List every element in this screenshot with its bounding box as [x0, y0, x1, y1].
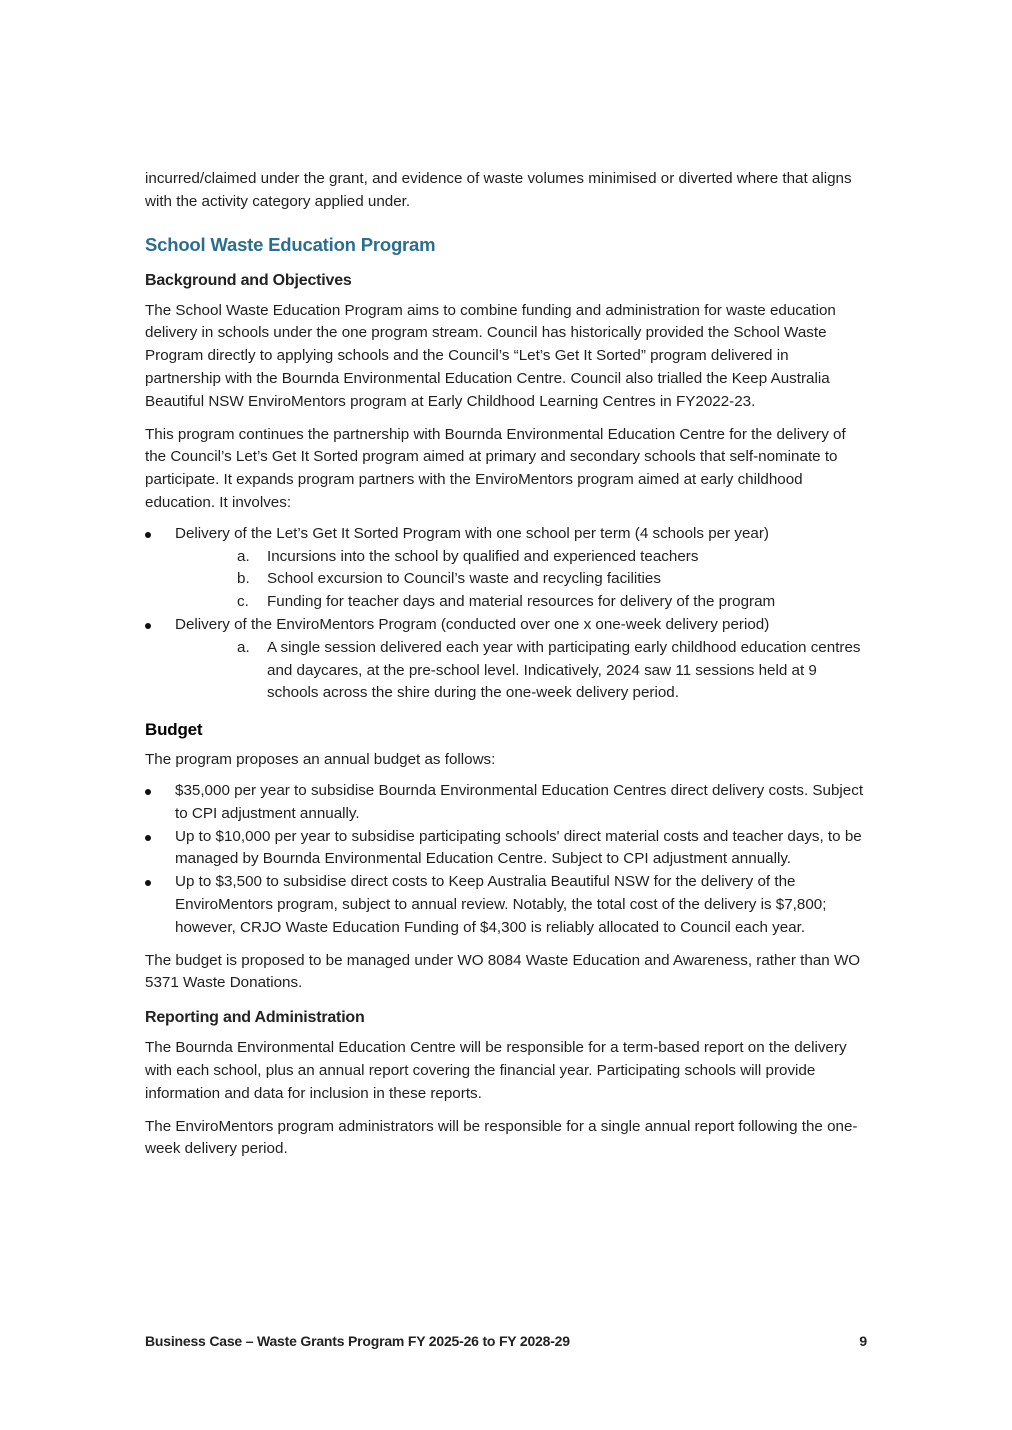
bullet-dot-icon	[145, 835, 151, 841]
reporting-paragraph-2: The EnviroMentors program administrators will be responsible for a single annual report following the one-week delivery period.	[145, 1117, 858, 1158]
section-title: School Waste Education Program	[145, 233, 436, 255]
reporting-paragraph-1: The Bournda Environmental Education Centre will be responsible for a term-based report on the delivery with each school, plus an annual report covering the financial year. Participating schools will provide information and data for inclusion in these reports.	[145, 1039, 847, 1102]
sub-list-item	[237, 637, 867, 705]
bullet-item	[145, 780, 867, 826]
budget-intro: The program proposes an annual budget as follows:	[145, 751, 496, 769]
bullet-dot-icon	[145, 880, 151, 886]
sub-list-letter: a.	[237, 547, 250, 565]
page-number: 9	[859, 1333, 867, 1349]
sub-list-text: A single session delivered each year with participating early childhood education centres and daycares, at the pre-school level. Indicatively, 2024 saw 11 sessions held at 9 schools across the shire during the one-week delivery period.	[267, 638, 861, 702]
budget-bullet-list	[145, 780, 867, 940]
bullet-item	[145, 614, 867, 637]
sub-list	[145, 637, 867, 705]
background-paragraph-2: This program continues the partnership with Bournda Environmental Education Centre for the delivery of the Council’s Let’s Get It Sorted program aimed at primary and secondary schools that self-nominate to participate. It expands program partners with the EnviroMentors program aimed at early childhood education. It involves:	[145, 425, 846, 511]
intro-paragraph: incurred/claimed under the grant, and evidence of waste volumes minimised or diverted where that aligns with the activity category applied under.	[145, 170, 852, 210]
bullet-item	[145, 871, 867, 939]
sub-list	[145, 546, 867, 614]
bullet-dot-icon	[145, 532, 151, 538]
sub-list-text: Incursions into the school by qualified and experienced teachers	[267, 547, 699, 565]
bullet-text: Delivery of the EnviroMentors Program (conducted over one x one-week delivery period)	[175, 615, 770, 633]
program-bullet-list	[145, 523, 867, 546]
bullet-text: $35,000 per year to subsidise Bournda Environmental Education Centres direct delivery costs. Subject to CPI adjustment annually.	[175, 781, 864, 822]
page-footer	[145, 1333, 867, 1349]
reporting-heading: Reporting and Administration	[145, 1009, 365, 1027]
budget-closing: The budget is proposed to be managed under WO 8084 Waste Education and Awareness, rather than WO 5371 Waste Donations.	[145, 951, 861, 992]
sub-list-item	[237, 591, 867, 614]
budget-heading: Budget	[145, 720, 203, 740]
sub-list-letter: b.	[237, 570, 250, 588]
footer-title: Business Case – Waste Grants Program FY 2025-26 to FY 2028-29	[145, 1333, 570, 1349]
program-bullet-list	[145, 614, 867, 637]
background-heading: Background and Objectives	[145, 271, 352, 289]
sub-list-item	[237, 568, 867, 591]
bullet-text: Up to $3,500 to subsidise direct costs to Keep Australia Beautiful NSW for the delivery of the EnviroMentors program, subject to annual review. Notably, the total cost of the delivery is $7,800; however, CRJO Waste Education Funding of $4,300 is reliably allocated to Council each year.	[175, 873, 827, 936]
document-page	[145, 168, 867, 1161]
bullet-dot-icon	[145, 789, 151, 795]
sub-list-item	[237, 546, 867, 569]
bullet-dot-icon	[145, 623, 151, 629]
sub-list-text: School excursion to Council’s waste and recycling facilities	[267, 570, 661, 588]
bullet-text: Delivery of the Let’s Get It Sorted Program with one school per term (4 schools per year)	[175, 524, 769, 542]
bullet-item	[145, 523, 867, 546]
bullet-text: Up to $10,000 per year to subsidise participating schools' direct material costs and teacher days, to be managed by Bournda Environmental Education Centre. Subject to CPI adjustment annually.	[175, 827, 862, 868]
sub-list-text: Funding for teacher days and material resources for delivery of the program	[267, 593, 776, 611]
sub-list-letter: a.	[237, 638, 250, 656]
sub-list-letter: c.	[237, 593, 249, 611]
background-paragraph-1: The School Waste Education Program aims to combine funding and administration for waste education delivery in schools under the one program stream. Council has historically provided the School Waste Program directly to applying schools and the Council’s “Let’s Get It Sorted” program delivered in partnership with the Bournda Environmental Education Centre. Council also trialled the Keep Australia Beautiful NSW EnviroMentors program at Early Childhood Learning Centres in FY2022-23.	[145, 301, 836, 410]
bullet-item	[145, 826, 867, 872]
